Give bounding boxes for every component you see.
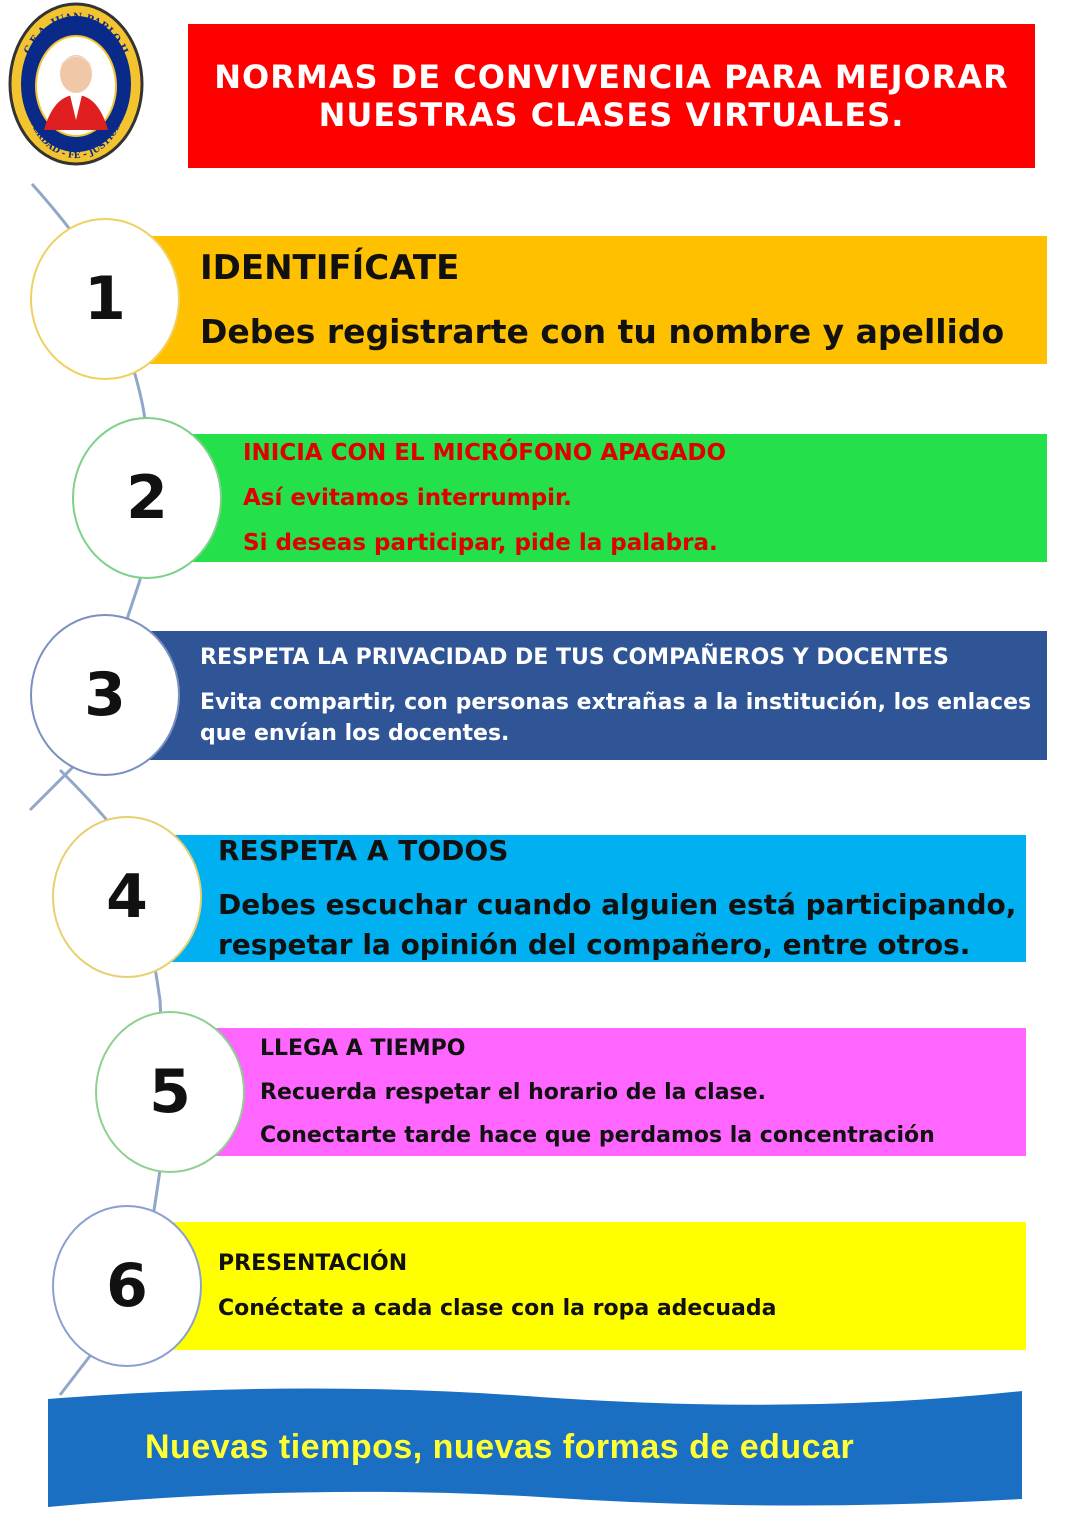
logo-motto: VERDAD - FE - JUSTICIA: [27, 118, 125, 162]
rule-6-number: 6: [52, 1205, 202, 1367]
rule-5-line-1: Recuerda respetar el horario de la clase.: [260, 1080, 766, 1105]
school-logo: [4, 0, 144, 170]
rule-2-title: INICIA CON EL MICRÓFONO APAGADO: [243, 440, 726, 466]
rule-4-title: RESPETA A TODOS: [218, 834, 509, 867]
rule-3-line-2: que envían los docentes.: [200, 721, 510, 746]
logo-ring-text: C.E.A. JUAN PABLO II: [22, 11, 130, 56]
svg-text:C.E.A. JUAN PABLO II: [22, 12, 129, 56]
page-title-banner: [188, 24, 1035, 168]
rule-5-number: 5: [95, 1011, 245, 1173]
page-title-line-2: NUESTRAS CLASES VIRTUALES.: [318, 96, 905, 134]
footer-slogan: Nuevas tiempos, nuevas formas de educar: [145, 1428, 855, 1466]
rule-2-line-2: Si deseas participar, pide la palabra.: [243, 530, 718, 556]
rule-3-line-1: Evita compartir, con personas extrañas a la institución, los enlaces: [200, 690, 1032, 715]
rule-6-line-1: Conéctate a cada clase con la ropa adecuada: [218, 1296, 777, 1321]
rule-5-line-2: Conectarte tarde hace que perdamos la concentración: [260, 1123, 935, 1148]
rule-1-title: IDENTIFÍCATE: [200, 248, 460, 288]
rule-3-title: RESPETA LA PRIVACIDAD DE TUS COMPAÑEROS Y DOCENTES: [200, 645, 949, 670]
page-title-line-1: NORMAS DE CONVIVENCIA PARA MEJORAR: [214, 58, 1009, 96]
rule-1-line-1: Debes registrarte con tu nombre y apellido: [200, 312, 1005, 351]
svg-text:VERDAD - FE - JUSTICIA: [27, 117, 125, 161]
rule-2-line-1: Así evitamos interrumpir.: [243, 485, 572, 511]
rule-4-number: 4: [52, 816, 202, 978]
rule-3-number: 3: [30, 614, 180, 776]
rule-1-number: 1: [30, 218, 180, 380]
rule-5-title: LLEGA A TIEMPO: [260, 1036, 466, 1061]
rule-4-line-1: Debes escuchar cuando alguien está participando,: [218, 888, 1017, 921]
rule-6-band: [160, 1222, 1026, 1350]
rule-4-line-2: respetar la opinión del compañero, entre otros.: [218, 928, 971, 961]
rule-6-title: PRESENTACIÓN: [218, 1251, 408, 1276]
rule-2-number: 2: [72, 417, 222, 579]
